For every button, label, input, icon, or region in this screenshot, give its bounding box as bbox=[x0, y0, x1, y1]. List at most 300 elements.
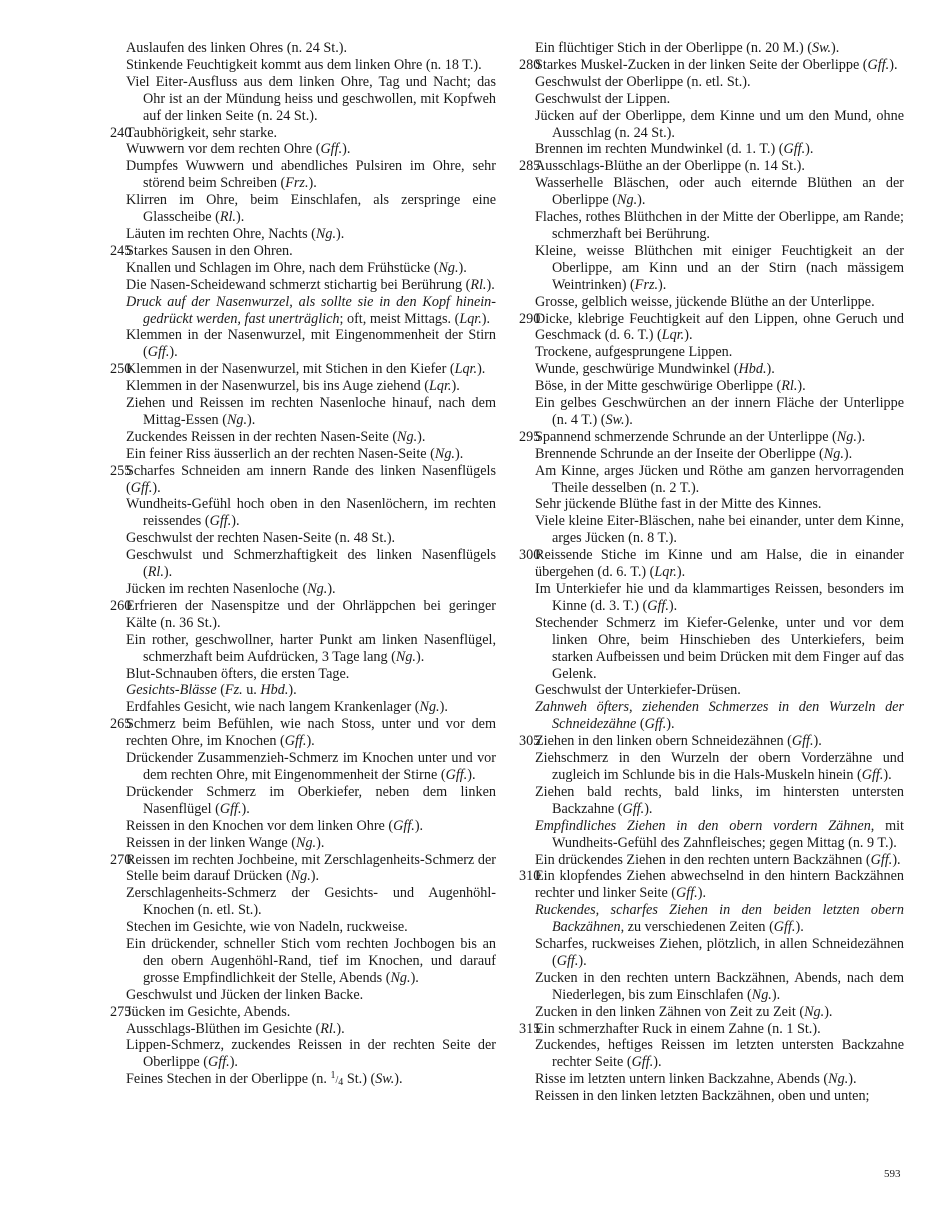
italic-text: Gff. bbox=[320, 141, 343, 158]
italic-text: Ng. bbox=[434, 445, 455, 462]
symptom-entry bbox=[110, 260, 496, 277]
italic-text: Ng. bbox=[307, 581, 328, 597]
entry-number: 300 bbox=[519, 547, 541, 564]
italic-text: Gff. bbox=[644, 716, 667, 733]
symptom-entry bbox=[519, 361, 904, 378]
symptom-entry bbox=[110, 547, 496, 581]
entry-text: Geschwulst und Schmerzhaftigkeit des linken Nasenflügels ( bbox=[126, 547, 496, 581]
symptom-entry bbox=[519, 311, 904, 345]
entry-text: ). bbox=[856, 428, 866, 445]
entry-text: ). bbox=[766, 361, 775, 378]
symptom-entry bbox=[519, 970, 904, 1004]
italic-text: Gff. bbox=[647, 597, 669, 614]
entry-number: 250 bbox=[110, 361, 132, 378]
entry-text: Zucken in den rechten untern Backzähnen, Abends, nach dem Niederlegen, bis zum Einschlafen ( bbox=[535, 969, 904, 1003]
symptom-entry bbox=[519, 733, 904, 750]
symptom-entry bbox=[519, 294, 904, 311]
fraction: 1/4 bbox=[330, 1070, 344, 1089]
symptom-entry bbox=[110, 327, 496, 361]
italic-text: Ng. bbox=[397, 428, 418, 445]
entry-text: Schmerz beim Befühlen, wie nach Stoss, unter und vor dem rechten Ohre, im Knochen ( bbox=[126, 716, 496, 750]
entry-text: ). bbox=[666, 716, 675, 733]
symptom-entry bbox=[519, 40, 904, 57]
italic-text: Gff. bbox=[208, 1054, 230, 1071]
symptom-entry bbox=[110, 716, 496, 750]
symptom-entry bbox=[110, 699, 496, 716]
symptom-entry bbox=[110, 1037, 496, 1071]
entry-text: ). bbox=[843, 445, 853, 462]
italic-text: Sw. bbox=[811, 40, 832, 56]
italic-text: Gff. bbox=[783, 141, 806, 158]
entry-text: Reissende Stiche im Kinne und am Halse, die in einander übergehen (d. 6. T.) ( bbox=[535, 547, 904, 581]
entry-text: Risse im letzten untern linken Backzahne, Abends ( bbox=[535, 1071, 829, 1088]
italic-text: Ng. bbox=[395, 648, 416, 665]
entry-text: St.) ( bbox=[343, 1071, 376, 1088]
italic-text: Gff. bbox=[393, 817, 415, 834]
italic-text: Ng. bbox=[828, 1071, 849, 1088]
symptom-entry bbox=[519, 784, 904, 818]
right-column bbox=[519, 40, 904, 1105]
symptom-entry bbox=[110, 784, 496, 818]
italic-text: Sw. bbox=[605, 411, 625, 428]
italic-text: Rl. bbox=[781, 378, 798, 395]
entry-text: ). bbox=[439, 699, 448, 716]
symptom-entry bbox=[519, 395, 904, 429]
entry-text: Brennende Schrunde an der Inseite der Oberlippe ( bbox=[535, 445, 824, 462]
entry-text: ). bbox=[668, 597, 678, 614]
entry-text: Geschwulst der Lippen. bbox=[535, 90, 671, 107]
symptom-entry bbox=[110, 1004, 496, 1021]
symptom-entry bbox=[110, 226, 496, 243]
entry-text: Wunde, geschwürige Mundwinkel ( bbox=[535, 361, 739, 378]
italic-text: Ng. bbox=[290, 868, 311, 885]
entry-text: Scharfes, ruckweises Ziehen, plötzlich, in allen Schneidezähnen ( bbox=[535, 936, 904, 969]
italic-text: Gff. bbox=[284, 733, 307, 750]
symptom-entry bbox=[110, 852, 496, 886]
entry-text: Klemmen in der Nasenwurzel, bis ins Auge ziehend ( bbox=[126, 378, 429, 395]
symptom-entry bbox=[519, 936, 904, 970]
entry-text: Viele kleine Eiter-Bläschen, nahe bei einander, unter dem Kinne, arges Jücken (n. 8 T.). bbox=[535, 513, 904, 547]
symptom-entry bbox=[110, 57, 496, 74]
symptom-entry bbox=[519, 175, 904, 209]
entry-text: ). bbox=[467, 766, 476, 783]
italic-text: Ng. bbox=[836, 428, 857, 445]
entry-text: ). bbox=[578, 952, 587, 969]
symptom-entry bbox=[110, 1021, 496, 1038]
entry-text: Brennen im rechten Mundwinkel (d. 1. T.) ( bbox=[535, 141, 784, 158]
symptom-entry bbox=[110, 682, 496, 699]
italic-text: Ng. bbox=[751, 986, 772, 1003]
entry-text: ). bbox=[653, 1054, 662, 1071]
symptom-entry bbox=[519, 1071, 904, 1088]
entry-text: Ausschlags-Blüthe an der Oberlippe (n. 14 St.). bbox=[535, 158, 805, 175]
italic-text: Gesichts-Blässe bbox=[126, 682, 217, 699]
entry-number: 240 bbox=[110, 124, 132, 141]
symptom-entry bbox=[110, 987, 496, 1004]
italic-text: Lqr. bbox=[428, 378, 452, 395]
entry-text: ). bbox=[824, 1003, 833, 1020]
entry-text: Dicke, klebrige Feuchtigkeit auf den Lippen, ohne Geruch und Geschmack (d. 6. T.) ( bbox=[535, 310, 904, 344]
italic-text: Ng. bbox=[823, 445, 844, 462]
symptom-entry bbox=[110, 885, 496, 919]
italic-text: Rl. bbox=[320, 1020, 337, 1037]
symptom-entry bbox=[110, 835, 496, 852]
entry-text: Böse, in der Mitte geschwürige Oberlippe ( bbox=[535, 378, 782, 395]
symptom-entry bbox=[519, 446, 904, 463]
italic-text: Fz. bbox=[224, 682, 243, 699]
entry-text: Auslaufen des linken Ohres (n. 24 St.). bbox=[126, 40, 348, 56]
symptom-entry bbox=[110, 463, 496, 497]
entry-number: 255 bbox=[110, 462, 132, 479]
italic-text: Gff. bbox=[445, 766, 468, 783]
italic-text: Lqr. bbox=[454, 361, 478, 378]
entry-text: ). bbox=[163, 564, 173, 581]
entry-text: ). bbox=[892, 851, 901, 868]
left-column bbox=[110, 40, 496, 1090]
entry-text: Trockene, aufgesprungene Lippen. bbox=[535, 344, 733, 361]
italic-text: Lqr. bbox=[654, 564, 677, 581]
entry-text: ). bbox=[451, 378, 460, 395]
entry-text: Drückender Zusammenzieh-Schmerz im Knochen unter und vor dem rechten Ohre, mit Eingenommenheit der Stirne ( bbox=[126, 750, 496, 783]
italic-text: Ng. bbox=[804, 1003, 825, 1020]
entry-text: ). bbox=[797, 378, 806, 395]
italic-text: Lqr. bbox=[459, 310, 482, 327]
entry-text: Starkes Sausen in den Ohren. bbox=[126, 242, 293, 259]
entry-text: Reissen in der linken Wange ( bbox=[126, 834, 296, 851]
entry-text: ). bbox=[288, 682, 297, 699]
symptom-entry bbox=[519, 463, 904, 497]
entry-text: Ein gelbes Geschwürchen an der innern Fläche der Unterlippe (n. 4 T.) ( bbox=[535, 395, 904, 428]
symptom-entry bbox=[519, 902, 904, 936]
symptom-entry bbox=[519, 209, 904, 243]
symptom-entry bbox=[110, 429, 496, 446]
symptom-entry bbox=[110, 361, 496, 378]
italic-text: Empfindliches Ziehen in den obern vordern Zähnen bbox=[535, 817, 871, 834]
entry-text: ). bbox=[327, 581, 336, 597]
entry-text: Ziehen und Reissen im rechten Nasenloche hinauf, nach dem Mittag-Essen ( bbox=[126, 395, 496, 428]
entry-text: ). bbox=[235, 209, 245, 226]
entry-text: ). bbox=[795, 919, 804, 936]
entry-text: Spannend schmerzende Schrunde an der Unterlippe ( bbox=[535, 428, 837, 445]
entry-text: ). bbox=[229, 1054, 238, 1071]
symptom-entry bbox=[519, 547, 904, 581]
italic-text: Ng. bbox=[419, 699, 440, 716]
italic-text: Zahnweh öfters, ziehenden Schmerzes in den Wurzeln der Schneidezähne bbox=[535, 699, 904, 733]
symptom-entry bbox=[110, 141, 496, 158]
symptom-entry bbox=[110, 158, 496, 192]
symptom-entry bbox=[519, 108, 904, 142]
entry-text: Zuckendes, heftiges Reissen im letzten untersten Backzahne rechter Seite ( bbox=[535, 1037, 904, 1071]
entry-text: Ein flüchtiger Stich in der Oberlippe (n. 20 M.) ( bbox=[535, 40, 812, 56]
entry-text: Klemmen in der Nasenwurzel, mit Eingenommenheit der Stirn ( bbox=[126, 327, 496, 361]
entry-text: Stinkende Feuchtigkeit kommt aus dem linken Ohre (n. 18 T.). bbox=[126, 56, 482, 73]
entry-text: Jücken im rechten Nasenloche ( bbox=[126, 581, 308, 597]
symptom-entry bbox=[110, 395, 496, 429]
entry-text: u. bbox=[242, 682, 261, 699]
entry-text: ). bbox=[415, 648, 425, 665]
entry-text: ). bbox=[848, 1071, 857, 1088]
symptom-entry bbox=[519, 344, 904, 361]
symptom-entry bbox=[110, 530, 496, 547]
italic-text: Rl. bbox=[219, 209, 236, 226]
entry-number: 245 bbox=[110, 242, 132, 259]
symptom-entry bbox=[519, 581, 904, 615]
entry-text: Sehr jückende Blüthe fast in der Mitte des Kinnes. bbox=[535, 496, 822, 513]
entry-text: ). bbox=[342, 141, 351, 158]
symptom-entry bbox=[519, 1021, 904, 1038]
entry-text: ). bbox=[152, 479, 161, 496]
entry-text: ). bbox=[414, 817, 424, 834]
entry-text: ). bbox=[394, 1071, 403, 1088]
symptom-entry bbox=[110, 277, 496, 294]
entry-text: ). bbox=[247, 411, 256, 428]
symptom-entry bbox=[110, 1071, 496, 1090]
symptom-entry bbox=[519, 91, 904, 108]
entry-text: Viel Eiter-Ausfluss aus dem linken Ohre, Tag und Nacht; das Ohr ist an der Mündung heiss und geschwollen, mit Kopfweh auf der linken Seite (n. 24 St.). bbox=[126, 73, 496, 124]
entry-text: ). bbox=[805, 141, 814, 158]
symptom-entry bbox=[519, 750, 904, 784]
symptom-entry bbox=[519, 378, 904, 395]
italic-text: Lqr. bbox=[661, 327, 685, 344]
entry-text: Zuckendes Reissen in der rechten Nasen-Seite ( bbox=[126, 428, 398, 445]
entry-text: Ein klopfendes Ziehen abwechselnd in den hintern Backzähnen rechter und linker Seite ( bbox=[535, 868, 904, 902]
entry-text: Drückender Schmerz im Oberkiefer, neben dem linken Nasenflügel ( bbox=[126, 783, 496, 817]
italic-text: Gff. bbox=[147, 344, 170, 361]
italic-text: Ng. bbox=[390, 969, 411, 986]
italic-text: Rl. bbox=[470, 276, 487, 293]
italic-text: Sw. bbox=[375, 1071, 395, 1088]
symptom-entry bbox=[519, 496, 904, 513]
entry-text: Geschwulst der Oberlippe (n. etl. St.). bbox=[535, 73, 751, 90]
entry-text: Die Nasen-Scheidewand schmerzt stichartig bei Berührung ( bbox=[126, 276, 471, 293]
italic-text: Ruckendes, scharfes Ziehen in den beiden letzten obern Backzähnen bbox=[535, 902, 904, 936]
entry-text: ). bbox=[658, 276, 667, 293]
symptom-entry bbox=[110, 446, 496, 463]
entry-text: Klemmen in der Nasenwurzel, mit Stichen in den Kiefer ( bbox=[126, 361, 455, 378]
symptom-entry bbox=[519, 1088, 904, 1105]
entry-text: Zerschlagenheits-Schmerz der Gesichts- und Augenhöhl-Knochen (n. etl. St.). bbox=[126, 885, 496, 919]
entry-text: Ein drückender, schneller Stich vom rechten Jochbogen bis an den obern Augenhöhl-Rand, tief im Knochen, und darauf grosse Empfindlichkeit der Stelle, Abends ( bbox=[126, 936, 496, 986]
entry-text: Starkes Muskel-Zucken in der linken Seite der Oberlippe ( bbox=[535, 56, 868, 73]
italic-text: Hbd. bbox=[738, 361, 767, 378]
symptom-entry bbox=[519, 818, 904, 852]
entry-text: Wundheits-Gefühl hoch oben in den Nasenlöchern, im rechten reissendes ( bbox=[126, 496, 496, 530]
symptom-entry bbox=[110, 919, 496, 936]
entry-text: Feines Stechen in der Oberlippe (n. bbox=[126, 1071, 331, 1088]
entry-text: Jücken im Gesichte, Abends. bbox=[126, 1003, 291, 1020]
entry-number: 275 bbox=[110, 1003, 132, 1020]
italic-text: Ng. bbox=[296, 834, 317, 851]
symptom-entry bbox=[110, 598, 496, 632]
entry-number: 290 bbox=[519, 310, 541, 327]
italic-text: Gff. bbox=[631, 1054, 654, 1071]
italic-text: Gff. bbox=[209, 513, 232, 530]
fraction-numerator: 1 bbox=[330, 1070, 336, 1082]
entry-text: ). bbox=[336, 1020, 345, 1037]
entry-text: Erdfahles Gesicht, wie nach langem Krankenlager ( bbox=[126, 699, 420, 716]
entry-number: 260 bbox=[110, 597, 132, 614]
italic-text: Ng. bbox=[315, 225, 336, 242]
symptom-entry bbox=[110, 581, 496, 598]
entry-number: 315 bbox=[519, 1020, 541, 1037]
entry-text: Wuwwern vor dem rechten Ohre ( bbox=[126, 141, 321, 158]
symptom-entry bbox=[519, 852, 904, 869]
symptom-entry bbox=[110, 378, 496, 395]
entry-text: ). bbox=[308, 175, 317, 192]
italic-text: Gff. bbox=[773, 919, 796, 936]
italic-text: Gff. bbox=[130, 479, 153, 496]
symptom-entry bbox=[110, 74, 496, 125]
entry-text: , zu verschiedenen Zeiten ( bbox=[620, 919, 774, 936]
entry-number: 295 bbox=[519, 428, 541, 445]
entry-text: Grosse, gelblich weisse, jückende Blüthe an der Unterlippe. bbox=[535, 293, 875, 310]
entry-text: ). bbox=[336, 225, 345, 242]
italic-text: Rl. bbox=[147, 564, 164, 581]
entry-number: 280 bbox=[519, 56, 541, 73]
symptom-entry bbox=[519, 158, 904, 175]
entry-text: ( bbox=[216, 682, 225, 699]
entry-text: ). bbox=[676, 564, 686, 581]
entry-text: Stechender Schmerz im Kiefer-Gelenke, unter und vor dem linken Ohre, beim Hinschieben des Unterkiefers, beim starken Aufbeissen und beim Drücken mit dem Finger auf das Gelenk. bbox=[535, 614, 904, 682]
entry-text: ). bbox=[684, 327, 693, 344]
italic-text: Ng. bbox=[226, 411, 248, 428]
entry-number: 310 bbox=[519, 868, 541, 885]
entry-text: Im Unterkiefer hie und da klammartiges Reissen, besonders im Kinne (d. 3. T.) ( bbox=[535, 581, 904, 614]
entry-text: Flaches, rothes Blüthchen in der Mitte der Oberlippe, am Rande; schmerzhaft bei Berührung. bbox=[535, 209, 904, 242]
entry-text: ). bbox=[306, 733, 315, 750]
entry-text: ). bbox=[169, 344, 178, 361]
symptom-entry bbox=[110, 666, 496, 683]
italic-text: Ng. bbox=[438, 259, 459, 276]
entry-text: ). bbox=[697, 885, 706, 902]
entry-text: Ein drückendes Ziehen in den rechten untern Backzähnen ( bbox=[535, 851, 871, 868]
entry-text: Zucken in den linken Zähnen von Zeit zu Zeit ( bbox=[535, 1003, 805, 1020]
entry-text: ). bbox=[477, 361, 486, 378]
entry-text: Klirren im Ohre, beim Einschlafen, als zerspringe eine Glasscheibe ( bbox=[126, 192, 496, 226]
symptom-entry bbox=[519, 1037, 904, 1071]
symptom-entry bbox=[519, 868, 904, 902]
entry-text: ; oft, meist Mittags. ( bbox=[339, 310, 460, 327]
italic-text: Gff. bbox=[556, 952, 579, 969]
entry-text: ). bbox=[310, 868, 320, 885]
entry-number: 265 bbox=[110, 716, 132, 733]
symptom-entry bbox=[519, 1004, 904, 1021]
entry-text: ). bbox=[417, 428, 426, 445]
entry-text: Stechen im Gesichte, wie von Nadeln, ruckweise. bbox=[126, 919, 408, 936]
page-number: 593 bbox=[884, 1168, 901, 1180]
entry-text: ). bbox=[454, 445, 464, 462]
entry-text: ). bbox=[883, 766, 892, 783]
entry-number: 270 bbox=[110, 851, 132, 868]
entry-text: ). bbox=[624, 411, 633, 428]
entry-text: Ein schmerzhafter Ruck in einem Zahne (n. 1 St.). bbox=[535, 1020, 821, 1037]
entry-text: ). bbox=[637, 192, 646, 209]
entry-text: Ziehschmerz in den Wurzeln der obern Vorderzähne und zugleich im Schlunde bis in die Hals-Muskeln hinein ( bbox=[535, 750, 904, 783]
italic-text: Ng. bbox=[617, 192, 638, 209]
italic-text: Gff. bbox=[219, 800, 242, 817]
entry-text: Dumpfes Wuwwern und abendliches Pulsiren im Ohre, sehr störend beim Schreiben ( bbox=[126, 158, 496, 192]
entry-text: Geschwulst und Jücken der linken Backe. bbox=[126, 986, 364, 1003]
italic-text: Gff. bbox=[867, 56, 890, 73]
fraction-denominator: 4 bbox=[338, 1077, 344, 1089]
entry-text: ). bbox=[481, 310, 491, 327]
entry-text: ). bbox=[889, 56, 898, 73]
italic-text: Gff. bbox=[791, 733, 814, 750]
symptom-entry bbox=[110, 243, 496, 260]
entry-text: Taubhörigkeit, sehr starke. bbox=[126, 124, 278, 141]
symptom-entry bbox=[519, 615, 904, 683]
symptom-entry bbox=[519, 243, 904, 294]
entry-text: ). bbox=[316, 834, 325, 851]
entry-text: Scharfes Schneiden am innern Rande des linken Nasenflügels ( bbox=[126, 462, 496, 496]
italic-text: Gff. bbox=[676, 885, 698, 902]
symptom-entry bbox=[110, 750, 496, 784]
entry-text: , mit Wundheits-Gefühl des Zahnfleisches; gegen Mittag (n. 9 T.). bbox=[552, 817, 905, 851]
symptom-entry bbox=[110, 818, 496, 835]
entry-text: Am Kinne, arges Jücken und Röthe am ganzen hervorragenden Theile desselben (n. 2 T.). bbox=[535, 462, 904, 496]
entry-text: Geschwulst der rechten Nasen-Seite (n. 48 St.). bbox=[126, 530, 396, 547]
entry-text: Ein feiner Riss äusserlich an der rechten Nasen-Seite ( bbox=[126, 445, 435, 462]
italic-text: Frz. bbox=[285, 175, 309, 192]
entry-text: ). bbox=[458, 259, 467, 276]
italic-text: Frz. bbox=[634, 276, 659, 293]
entry-text: ). bbox=[813, 733, 822, 750]
symptom-entry bbox=[110, 125, 496, 142]
entry-text: Geschwulst der Unterkiefer-Drüsen. bbox=[535, 682, 741, 699]
symptom-entry bbox=[110, 496, 496, 530]
italic-text: Hbd. bbox=[260, 682, 289, 699]
italic-text: Druck auf der Nasenwurzel, als sollte sie in den Kopf hinein-gedrückt werden, fast unerträglich bbox=[126, 293, 496, 327]
symptom-entry bbox=[110, 294, 496, 328]
entry-text: ). bbox=[771, 986, 781, 1003]
italic-text: Gff. bbox=[622, 800, 645, 817]
entry-text: Reissen im rechten Jochbeine, mit Zerschlagenheits-Schmerz der Stelle beim darauf Drücken ( bbox=[126, 851, 496, 885]
entry-text: Erfrieren der Nasenspitze und der Ohrläppchen bei geringer Kälte (n. 36 St.). bbox=[126, 597, 496, 631]
entry-text: ). bbox=[644, 800, 653, 817]
symptom-entry bbox=[519, 699, 904, 733]
entry-text: Läuten im rechten Ohre, Nachts ( bbox=[126, 225, 316, 242]
entry-text: Kleine, weisse Blüthchen mit einiger Feuchtigkeit an der Oberlippe, am Kinn und an der Stirn (nach mässigem Weintrinken) ( bbox=[535, 242, 904, 293]
entry-text: Ziehen in den linken obern Schneidezähnen ( bbox=[535, 733, 792, 750]
symptom-entry bbox=[519, 57, 904, 74]
italic-text: Gff. bbox=[861, 766, 884, 783]
symptom-entry bbox=[110, 936, 496, 987]
entry-number: 285 bbox=[519, 158, 541, 175]
entry-text: Ziehen bald rechts, bald links, im hintersten untersten Backzahne ( bbox=[535, 783, 904, 817]
entry-text: Ausschlags-Blüthen im Gesichte ( bbox=[126, 1020, 321, 1037]
entry-text: Knallen und Schlagen im Ohre, nach dem Frühstücke ( bbox=[126, 259, 439, 276]
symptom-entry bbox=[519, 513, 904, 547]
symptom-entry bbox=[519, 141, 904, 158]
entry-text: Reissen in den Knochen vor dem linken Ohre ( bbox=[126, 817, 394, 834]
entry-text: Lippen-Schmerz, zuckendes Reissen in der rechten Seite der Oberlippe ( bbox=[126, 1037, 496, 1071]
entry-text: ). bbox=[231, 513, 240, 530]
entry-text: Ein rother, geschwollner, harter Punkt am linken Nasenflügel, schmerzhaft beim Aufdrücken, 3 Tage lang ( bbox=[126, 631, 496, 665]
symptom-entry bbox=[519, 682, 904, 699]
symptom-entry bbox=[519, 74, 904, 91]
italic-text: Gff. bbox=[870, 851, 893, 868]
entry-text: ). bbox=[486, 276, 495, 293]
symptom-entry bbox=[110, 192, 496, 226]
entry-text: ( bbox=[636, 716, 645, 733]
entry-text: ). bbox=[831, 40, 840, 56]
symptom-entry bbox=[110, 40, 496, 57]
entry-text: ). bbox=[410, 969, 419, 986]
entry-text: Wasserhelle Bläschen, oder auch eiternde Blüthen an der Oberlippe ( bbox=[535, 175, 904, 209]
symptom-entry bbox=[110, 632, 496, 666]
entry-text: ). bbox=[241, 800, 250, 817]
entry-text: Reissen in den linken letzten Backzähnen, oben und unten; bbox=[535, 1088, 870, 1105]
